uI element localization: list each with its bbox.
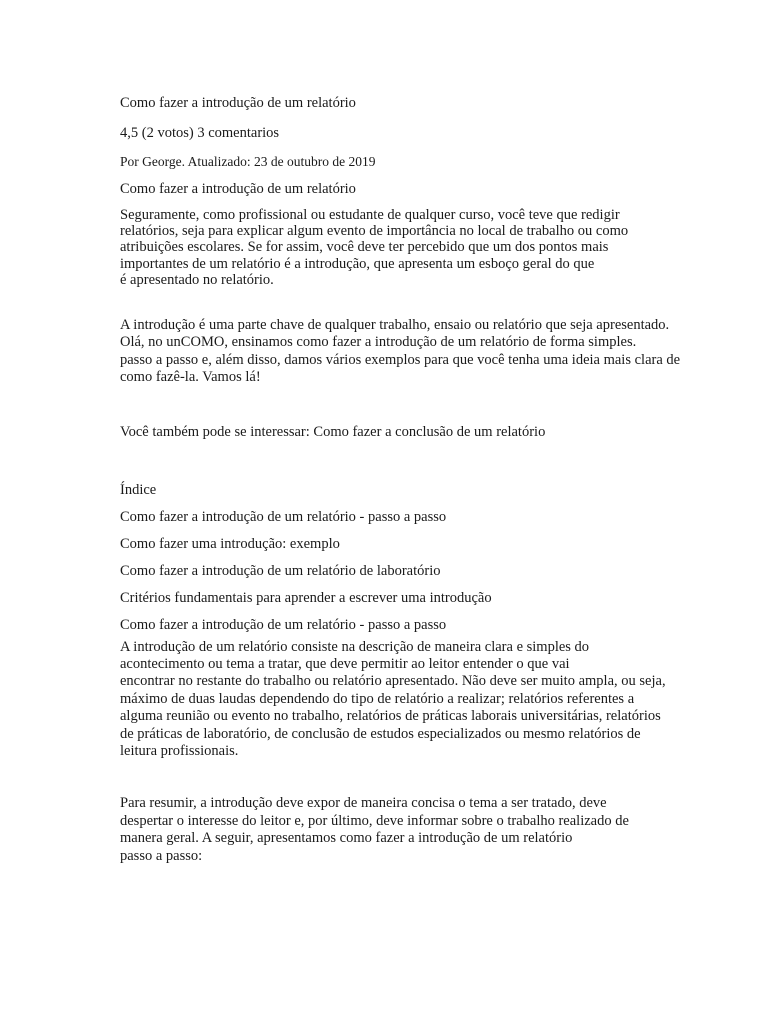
index-item-criterios[interactable]: Critérios fundamentais para aprender a escrever uma introdução	[120, 589, 492, 606]
paragraph-line: A introdução é uma parte chave de qualquer trabalho, ensaio ou relatório que seja apresentado.	[120, 317, 670, 334]
table-of-contents	[120, 482, 680, 606]
article-subtitle: Como fazer a introdução de um relatório	[120, 181, 356, 197]
section-paragraph-1	[120, 639, 680, 761]
rating-line: 4,5 (2 votos) 3 comentarios	[120, 125, 280, 141]
paragraph-line: Para resumir, a introdução deve expor de maneira concisa o tema a ser tratado, deve	[120, 795, 607, 812]
second-paragraph	[120, 317, 680, 387]
byline: Por George. Atualizado: 23 de outubro de 2019	[120, 154, 376, 169]
paragraph-line: passo a passo:	[120, 847, 203, 864]
paragraph-line: máximo de duas laudas dependendo do tipo de relatório a realizar; relatórios referentes a	[120, 690, 635, 707]
paragraph-line: encontrar no restante do trabalho ou relatório apresentado. Não deve ser muito ampla, ou seja,	[120, 673, 666, 690]
related-link-text[interactable]: Você também pode se interessar: Como fazer a conclusão de um relatório	[120, 423, 546, 440]
paragraph-line: importantes de um relatório é a introdução, que apresenta um esboço geral do que	[120, 255, 595, 272]
paragraph-line: como fazê-la. Vamos lá!	[120, 369, 261, 386]
paragraph-line: Seguramente, como profissional ou estudante de qualquer curso, você teve que redigir	[120, 207, 620, 223]
paragraph-line: leitura profissionais.	[120, 743, 239, 760]
index-item-passo-a-passo[interactable]: Como fazer a introdução de um relatório - passo a passo	[120, 508, 447, 525]
paragraph-line: acontecimento ou tema a tratar, que deve permitir ao leitor entender o que vai	[120, 656, 570, 673]
paragraph-line: atribuições escolares. Se for assim, você deve ter percebido que um dos pontos mais	[120, 239, 609, 256]
paragraph-line: despertar o interesse do leitor e, por último, deve informar sobre o trabalho realizado de	[120, 812, 629, 829]
intro-paragraph	[120, 207, 680, 288]
index-item-laboratorio[interactable]: Como fazer a introdução de um relatório de laboratório	[120, 562, 441, 579]
paragraph-line: de práticas de laboratório, de conclusão de estudos especializados ou mesmo relatórios de	[120, 725, 641, 742]
index-item-exemplo[interactable]: Como fazer uma introdução: exemplo	[120, 535, 340, 552]
article-title: Como fazer a introdução de um relatório	[120, 95, 356, 111]
paragraph-line: manera geral. A seguir, apresentamos como fazer a introdução de um relatório	[120, 830, 573, 847]
paragraph-line: Olá, no unCOMO, ensinamos como fazer a introdução de um relatório de forma simples.	[120, 334, 637, 351]
paragraph-line: é apresentado no relatório.	[120, 271, 274, 288]
section-paragraph-2	[120, 795, 680, 865]
paragraph-line: alguma reunião ou evento no trabalho, relatórios de práticas laborais universitárias, relatórios	[120, 708, 661, 725]
index-heading: Índice	[120, 481, 157, 498]
paragraph-line: A introdução de um relatório consiste na descrição de maneira clara e simples do	[120, 638, 590, 655]
paragraph-line: passo a passo e, além disso, damos vários exemplos para que você tenha uma ideia mais clara de	[120, 351, 681, 368]
paragraph-line: relatórios, seja para explicar algum evento de importância no local de trabalho ou como	[120, 223, 629, 240]
document-page	[120, 94, 680, 865]
section-heading: Como fazer a introdução de um relatório - passo a passo	[120, 616, 447, 633]
related-link[interactable]	[120, 423, 680, 442]
